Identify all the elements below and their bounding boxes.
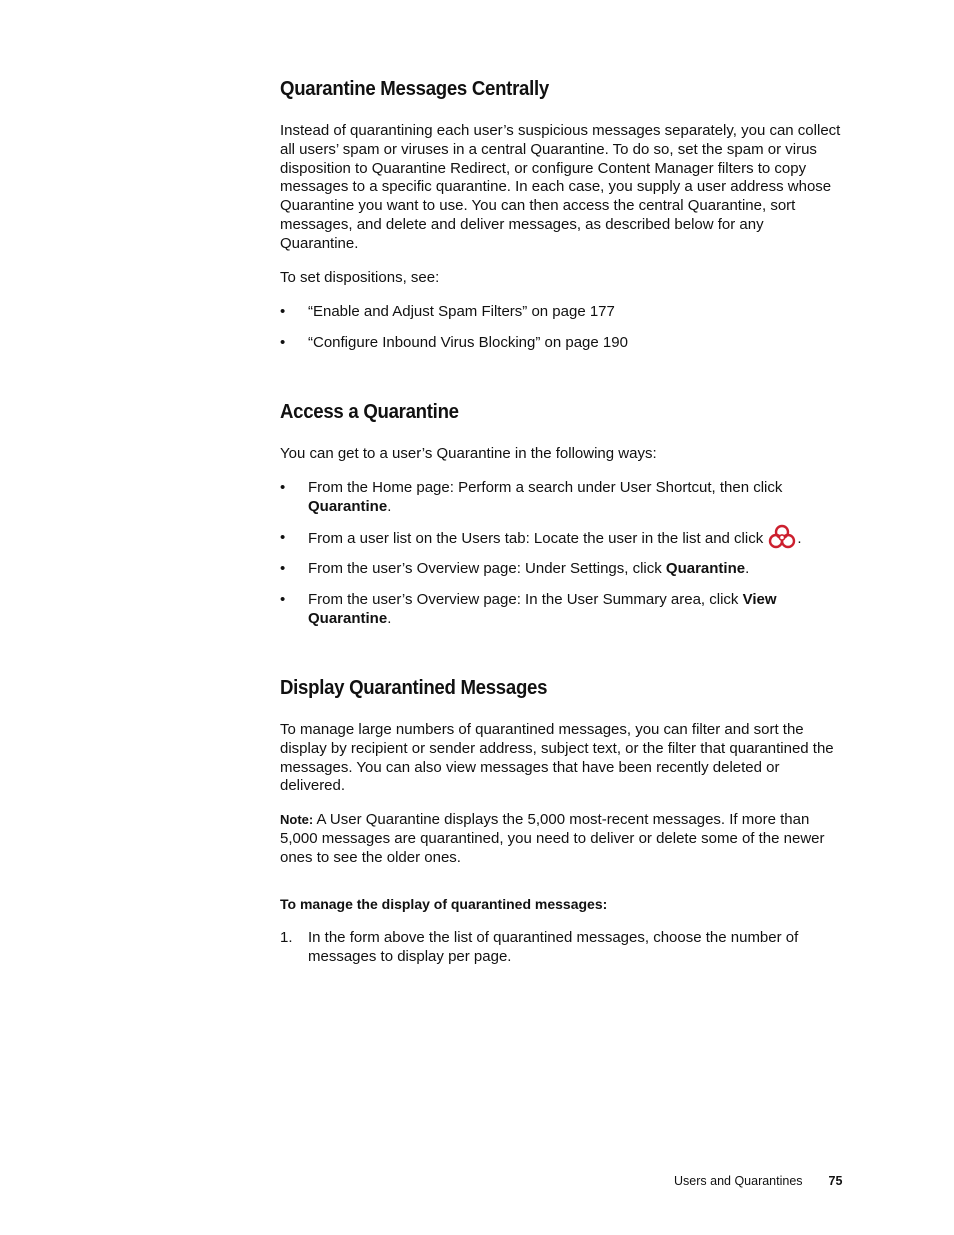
biohazard-icon [767,523,797,549]
page-number: 75 [828,1174,843,1188]
ui-term-quarantine: Quarantine [308,497,388,515]
list-item-text: From a user list on the Users tab: Locate the user in the list and click . [308,529,842,549]
bullet-marker: • [280,479,286,496]
note [280,811,842,867]
procedure-title: To manage the display of quarantined messages: [280,896,608,912]
note-text: A User Quarantine displays the 5,000 most-recent messages. If more than 5,000 messages are quarantined, you need to deliver or delete some of the newer ones to see the older ones. [280,811,825,866]
bullet-marker: • [280,303,286,320]
ui-term-view-quarantine: View Quarantine [308,591,777,627]
heading-display-quarantined: Display Quarantined Messages [280,677,548,699]
paragraph-set-dispositions: To set dispositions, see: [280,269,440,286]
paragraph-access-intro: You can get to a user’s Quarantine in the following ways: [280,445,657,462]
footer-chapter: Users and Quarantines [674,1174,803,1188]
step-number: 1. [280,929,293,946]
bullet-marker: • [280,591,286,608]
bullet-marker: • [280,529,286,546]
link-virus-blocking[interactable]: “Configure Inbound Virus Blocking” on page 190 [308,334,628,351]
bullet-marker: • [280,560,286,577]
link-spam-filters[interactable]: “Enable and Adjust Spam Filters” on page 177 [308,303,615,320]
bullet-marker: • [280,334,286,351]
list-item-text: From the user’s Overview page: In the User Summary area, click View Quarantine. [308,591,777,627]
paragraph-central-intro: Instead of quarantining each user’s suspicious messages separately, you can collect all users’ spam or viruses in a central Quarantine. To do so, set the spam or virus disposition to Quarantine Redirect, or configure Content Manager filters to copy messages to a specific quarantine. In each case, you supply a user address whose Quarantine you want to use. You can then access the central Quarantine, sort messages, and delete and deliver messages, as described below for any Quarantine. [280,122,841,252]
note-label: Note: [280,812,314,827]
heading-access-quarantine: Access a Quarantine [280,401,459,423]
list-item-text: From the Home page: Perform a search under User Shortcut, then click Quarantine. [308,479,783,515]
step-text: In the form above the list of quarantined messages, choose the number of messages to display per page. [308,929,799,965]
heading-quarantine-centrally: Quarantine Messages Centrally [280,78,549,100]
page-footer [674,1174,842,1188]
ui-term-quarantine: Quarantine [665,560,746,577]
paragraph-display-intro: To manage large numbers of quarantined messages, you can filter and sort the display by recipient or sender address, subject text, or the filter that quarantined the messages. You can also view messages that have been recently deleted or delivered. [280,721,834,795]
list-item-text: From the user’s Overview page: Under Settings, click Quarantine. [308,560,750,577]
